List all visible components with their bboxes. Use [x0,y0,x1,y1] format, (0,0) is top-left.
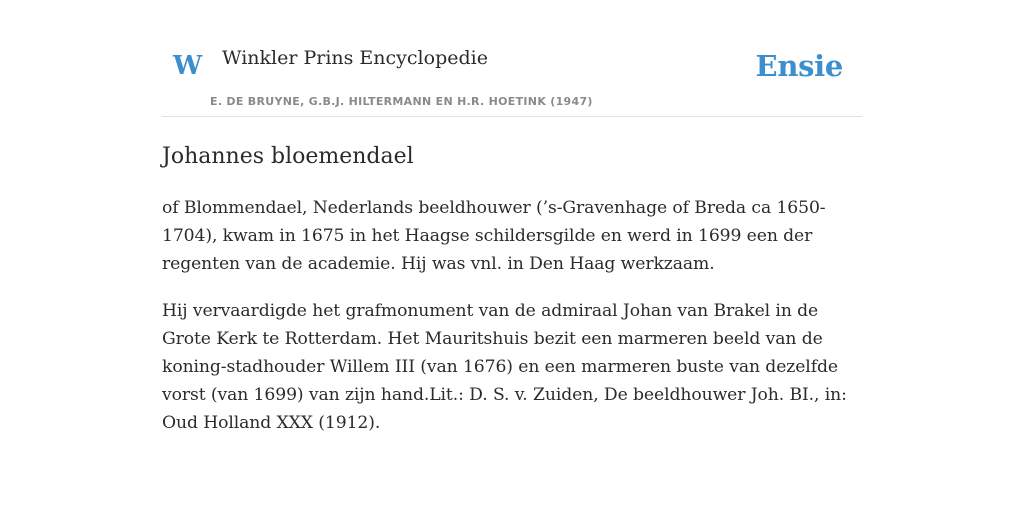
winkler-prins-logo[interactable]: W [173,51,203,81]
article-paragraph: of Blommendael, Nederlands beeldhouwer (’s-Gravenhage of Breda ca 1650-1704), kwam in 1675 in het Haagse schildersgilde en werd in 1699 een der regenten van de academie. Hij was vnl. in Den Haag werkzaam. [162,197,826,274]
header [162,0,862,117]
encyclopedia-title[interactable]: Winkler Prins Encyclopedie [222,47,488,69]
article-body [162,194,862,437]
article-paragraph: Hij vervaardigde het grafmonument van de admiraal Johan van Brakel in de Grote Kerk te Rotterdam. Het Mauritshuis bezit een marmeren beeld van de koning-stadhouder Willem III (van 1676) en een marmeren buste van dezelfde vorst (van 1699) van zijn hand.Lit.: D. S. v. Zuiden, De beeldhouwer Joh. BI., in: Oud Holland XXX (1912). [162,300,847,433]
page [162,0,862,456]
encyclopedia-authors: E. DE BRUYNE, G.B.J. HILTERMANN EN H.R. HOETINK (1947) [210,95,593,108]
ensie-logo-link[interactable]: Ensie [755,49,843,83]
article-headword: Johannes bloemendael [162,144,414,169]
